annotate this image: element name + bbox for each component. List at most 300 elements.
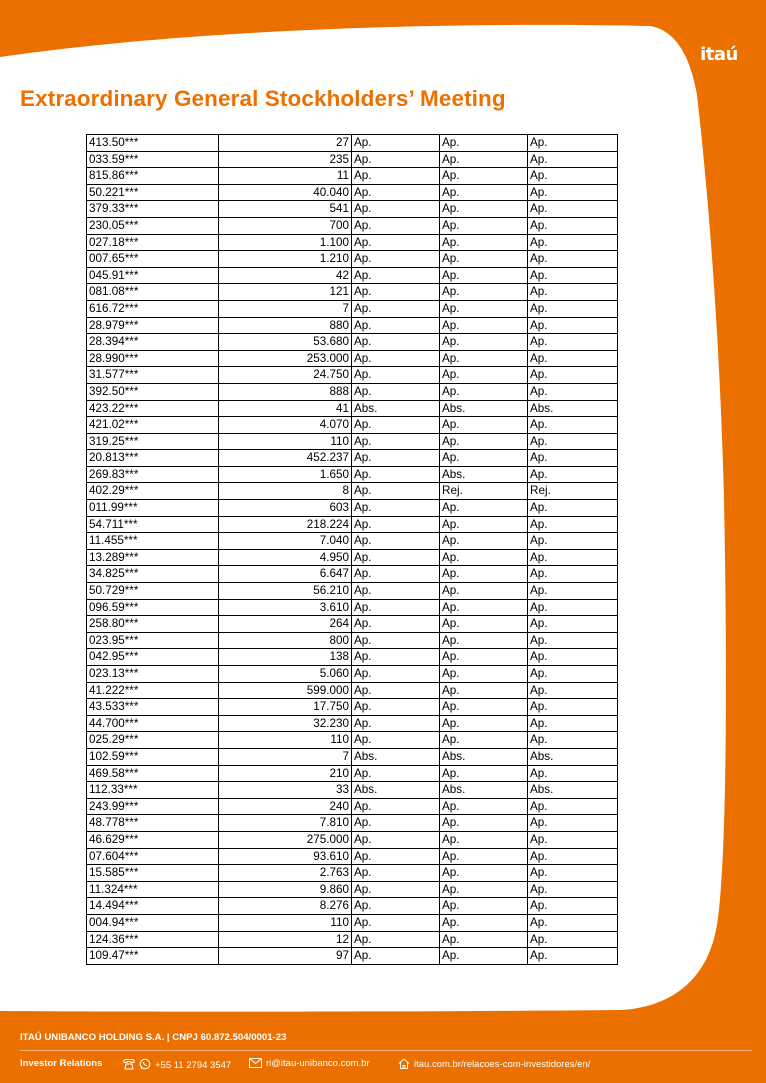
table-row: [87, 516, 618, 533]
vote-3-cell: Ap.: [528, 417, 618, 434]
vote-3-cell: Ap.: [528, 135, 618, 152]
shares-cell: 8: [219, 483, 352, 500]
table-row: [87, 632, 618, 649]
shares-cell: 6.647: [219, 566, 352, 583]
shares-cell: 541: [219, 201, 352, 218]
vote-3-cell: Ap.: [528, 168, 618, 185]
table-row: [87, 201, 618, 218]
table-row: [87, 466, 618, 483]
shares-cell: 700: [219, 217, 352, 234]
vote-2-cell: Ap.: [440, 151, 528, 168]
stockholder-id-cell: 045.91***: [87, 267, 219, 284]
table-row: [87, 848, 618, 865]
vote-3-cell: Ap.: [528, 815, 618, 832]
vote-2-cell: Ap.: [440, 516, 528, 533]
vote-3-cell: Ap.: [528, 732, 618, 749]
footer-phone[interactable]: [123, 1058, 231, 1071]
vote-1-cell: Ap.: [352, 383, 440, 400]
vote-2-cell: Ap.: [440, 433, 528, 450]
vote-1-cell: Ap.: [352, 881, 440, 898]
stockholder-id-cell: 319.25***: [87, 433, 219, 450]
stockholder-id-cell: 112.33***: [87, 782, 219, 799]
vote-3-cell: Ap.: [528, 798, 618, 815]
stockholder-id-cell: 379.33***: [87, 201, 219, 218]
vote-1-cell: Ap.: [352, 682, 440, 699]
shares-cell: 27: [219, 135, 352, 152]
shares-cell: 110: [219, 914, 352, 931]
stockholder-id-cell: 15.585***: [87, 865, 219, 882]
vote-2-cell: Ap.: [440, 715, 528, 732]
table-row: [87, 682, 618, 699]
vote-1-cell: Ap.: [352, 500, 440, 517]
vote-2-cell: Ap.: [440, 317, 528, 334]
stockholder-id-cell: 46.629***: [87, 831, 219, 848]
vote-2-cell: Ap.: [440, 217, 528, 234]
vote-2-cell: Ap.: [440, 599, 528, 616]
shares-cell: 53.680: [219, 334, 352, 351]
shares-cell: 110: [219, 433, 352, 450]
vote-3-cell: Ap.: [528, 466, 618, 483]
table-row: [87, 217, 618, 234]
vote-2-cell: Ap.: [440, 417, 528, 434]
whatsapp-icon: [139, 1058, 151, 1070]
vote-1-cell: Ap.: [352, 865, 440, 882]
vote-1-cell: Ap.: [352, 516, 440, 533]
stockholder-id-cell: 102.59***: [87, 748, 219, 765]
phone-icon: [123, 1059, 135, 1070]
vote-1-cell: Abs.: [352, 748, 440, 765]
table-row: [87, 234, 618, 251]
table-row: [87, 450, 618, 467]
stockholder-id-cell: 469.58***: [87, 765, 219, 782]
vote-3-cell: Ap.: [528, 715, 618, 732]
stockholder-id-cell: 269.83***: [87, 466, 219, 483]
email-icon: [249, 1058, 262, 1068]
table-row: [87, 765, 618, 782]
table-row: [87, 748, 618, 765]
shares-cell: 218.224: [219, 516, 352, 533]
vote-2-cell: Ap.: [440, 533, 528, 550]
stockholder-id-cell: 50.729***: [87, 583, 219, 600]
vote-3-cell: Ap.: [528, 948, 618, 965]
stockholder-id-cell: 616.72***: [87, 300, 219, 317]
footer-section: Investor Relations: [20, 1058, 103, 1069]
stockholder-id-cell: 43.533***: [87, 699, 219, 716]
vote-2-cell: Ap.: [440, 284, 528, 301]
vote-1-cell: Ap.: [352, 168, 440, 185]
table-row: [87, 350, 618, 367]
table-row: [87, 433, 618, 450]
votes-table-body: [87, 135, 618, 965]
table-row: [87, 732, 618, 749]
stockholder-id-cell: 109.47***: [87, 948, 219, 965]
table-row: [87, 865, 618, 882]
stockholder-id-cell: 34.825***: [87, 566, 219, 583]
vote-1-cell: Ap.: [352, 450, 440, 467]
shares-cell: 9.860: [219, 881, 352, 898]
shares-cell: 800: [219, 632, 352, 649]
vote-3-cell: Rej.: [528, 483, 618, 500]
stockholder-id-cell: 124.36***: [87, 931, 219, 948]
vote-2-cell: Ap.: [440, 931, 528, 948]
stockholder-id-cell: 13.289***: [87, 549, 219, 566]
footer-website[interactable]: [398, 1058, 590, 1070]
vote-1-cell: Ap.: [352, 549, 440, 566]
shares-cell: 24.750: [219, 367, 352, 384]
vote-2-cell: Ap.: [440, 135, 528, 152]
vote-3-cell: Ap.: [528, 516, 618, 533]
shares-cell: 599.000: [219, 682, 352, 699]
footer-phone-text: +55 11 2794 3547: [155, 1060, 232, 1071]
stockholder-id-cell: 14.494***: [87, 898, 219, 915]
table-row: [87, 914, 618, 931]
vote-1-cell: Ap.: [352, 914, 440, 931]
vote-1-cell: Ap.: [352, 815, 440, 832]
vote-3-cell: Ap.: [528, 450, 618, 467]
vote-1-cell: Ap.: [352, 566, 440, 583]
vote-3-cell: Ap.: [528, 914, 618, 931]
shares-cell: 240: [219, 798, 352, 815]
shares-cell: 5.060: [219, 666, 352, 683]
vote-3-cell: Ap.: [528, 350, 618, 367]
shares-cell: 8.276: [219, 898, 352, 915]
footer-email[interactable]: [249, 1058, 370, 1069]
table-row: [87, 383, 618, 400]
vote-2-cell: Abs.: [440, 466, 528, 483]
shares-cell: 121: [219, 284, 352, 301]
vote-1-cell: Ap.: [352, 251, 440, 268]
vote-3-cell: Ap.: [528, 666, 618, 683]
vote-3-cell: Ap.: [528, 632, 618, 649]
stockholder-id-cell: 54.711***: [87, 516, 219, 533]
stockholder-id-cell: 025.29***: [87, 732, 219, 749]
vote-2-cell: Ap.: [440, 267, 528, 284]
vote-3-cell: Ap.: [528, 433, 618, 450]
shares-cell: 42: [219, 267, 352, 284]
table-row: [87, 881, 618, 898]
vote-2-cell: Ap.: [440, 881, 528, 898]
table-row: [87, 666, 618, 683]
vote-3-cell: Abs.: [528, 748, 618, 765]
shares-cell: 888: [219, 383, 352, 400]
vote-2-cell: Ap.: [440, 865, 528, 882]
vote-3-cell: Ap.: [528, 898, 618, 915]
vote-3-cell: Ap.: [528, 234, 618, 251]
home-icon: [398, 1058, 410, 1069]
stockholder-id-cell: 258.80***: [87, 616, 219, 633]
vote-2-cell: Abs.: [440, 782, 528, 799]
vote-3-cell: Ap.: [528, 599, 618, 616]
vote-3-cell: Ap.: [528, 831, 618, 848]
shares-cell: 7.810: [219, 815, 352, 832]
table-row: [87, 815, 618, 832]
vote-3-cell: Ap.: [528, 616, 618, 633]
stockholder-id-cell: 243.99***: [87, 798, 219, 815]
shares-cell: 2.763: [219, 865, 352, 882]
shares-cell: 56.210: [219, 583, 352, 600]
vote-3-cell: Ap.: [528, 931, 618, 948]
table-row: [87, 300, 618, 317]
shares-cell: 4.070: [219, 417, 352, 434]
vote-3-cell: Ap.: [528, 267, 618, 284]
stockholder-id-cell: 023.13***: [87, 666, 219, 683]
vote-2-cell: Ap.: [440, 798, 528, 815]
vote-1-cell: Ap.: [352, 151, 440, 168]
vote-1-cell: Ap.: [352, 433, 440, 450]
stockholder-id-cell: 815.86***: [87, 168, 219, 185]
vote-2-cell: Ap.: [440, 450, 528, 467]
stockholder-id-cell: 033.59***: [87, 151, 219, 168]
stockholder-id-cell: 042.95***: [87, 649, 219, 666]
shares-cell: 210: [219, 765, 352, 782]
shares-cell: 7.040: [219, 533, 352, 550]
stockholder-id-cell: 41.222***: [87, 682, 219, 699]
table-row: [87, 251, 618, 268]
footer-email-text: ri@itau-unibanco.com.br: [266, 1058, 370, 1069]
vote-2-cell: Ap.: [440, 616, 528, 633]
table-row: [87, 151, 618, 168]
vote-1-cell: Ap.: [352, 666, 440, 683]
stockholder-id-cell: 004.94***: [87, 914, 219, 931]
shares-cell: 138: [219, 649, 352, 666]
vote-3-cell: Ap.: [528, 699, 618, 716]
stockholder-id-cell: 011.99***: [87, 500, 219, 517]
table-row: [87, 533, 618, 550]
table-row: [87, 334, 618, 351]
vote-1-cell: Ap.: [352, 234, 440, 251]
table-row: [87, 168, 618, 185]
shares-cell: 97: [219, 948, 352, 965]
vote-2-cell: Ap.: [440, 300, 528, 317]
vote-2-cell: Ap.: [440, 234, 528, 251]
shares-cell: 275.000: [219, 831, 352, 848]
vote-1-cell: Ap.: [352, 948, 440, 965]
vote-3-cell: Ap.: [528, 765, 618, 782]
shares-cell: 235: [219, 151, 352, 168]
stockholder-id-cell: 48.778***: [87, 815, 219, 832]
vote-1-cell: Ap.: [352, 201, 440, 218]
vote-1-cell: Ap.: [352, 699, 440, 716]
vote-2-cell: Ap.: [440, 566, 528, 583]
stockholder-id-cell: 023.95***: [87, 632, 219, 649]
vote-1-cell: Ap.: [352, 583, 440, 600]
footer-divider: [20, 1050, 752, 1051]
stockholder-id-cell: 096.59***: [87, 599, 219, 616]
table-row: [87, 267, 618, 284]
shares-cell: 40.040: [219, 184, 352, 201]
vote-2-cell: Ap.: [440, 632, 528, 649]
vote-1-cell: Abs.: [352, 400, 440, 417]
vote-2-cell: Ap.: [440, 831, 528, 848]
table-row: [87, 931, 618, 948]
shares-cell: 7: [219, 300, 352, 317]
table-row: [87, 367, 618, 384]
vote-1-cell: Ap.: [352, 831, 440, 848]
vote-3-cell: Ap.: [528, 881, 618, 898]
shares-cell: 264: [219, 616, 352, 633]
vote-2-cell: Ap.: [440, 500, 528, 517]
shares-cell: 33: [219, 782, 352, 799]
vote-2-cell: Ap.: [440, 948, 528, 965]
stockholder-id-cell: 413.50***: [87, 135, 219, 152]
stockholder-id-cell: 28.394***: [87, 334, 219, 351]
shares-cell: 1.650: [219, 466, 352, 483]
shares-cell: 452.237: [219, 450, 352, 467]
vote-1-cell: Ap.: [352, 367, 440, 384]
stockholder-id-cell: 423.22***: [87, 400, 219, 417]
vote-3-cell: Ap.: [528, 201, 618, 218]
vote-3-cell: Ap.: [528, 566, 618, 583]
table-row: [87, 483, 618, 500]
table-row: [87, 583, 618, 600]
vote-2-cell: Ap.: [440, 367, 528, 384]
stockholder-id-cell: 44.700***: [87, 715, 219, 732]
vote-2-cell: Ap.: [440, 184, 528, 201]
vote-1-cell: Ap.: [352, 350, 440, 367]
vote-3-cell: Abs.: [528, 400, 618, 417]
stockholder-id-cell: 392.50***: [87, 383, 219, 400]
stockholder-id-cell: 11.455***: [87, 533, 219, 550]
table-row: [87, 566, 618, 583]
shares-cell: 17.750: [219, 699, 352, 716]
vote-1-cell: Ap.: [352, 848, 440, 865]
vote-1-cell: Ap.: [352, 931, 440, 948]
table-row: [87, 898, 618, 915]
vote-2-cell: Ap.: [440, 666, 528, 683]
vote-3-cell: Ap.: [528, 284, 618, 301]
stockholder-id-cell: 007.65***: [87, 251, 219, 268]
vote-3-cell: Ap.: [528, 549, 618, 566]
shares-cell: 7: [219, 748, 352, 765]
vote-2-cell: Ap.: [440, 350, 528, 367]
stockholder-id-cell: 11.324***: [87, 881, 219, 898]
vote-3-cell: Ap.: [528, 583, 618, 600]
votes-table: [86, 134, 618, 965]
vote-3-cell: Ap.: [528, 533, 618, 550]
shares-cell: 32.230: [219, 715, 352, 732]
stockholder-id-cell: 20.813***: [87, 450, 219, 467]
vote-1-cell: Ap.: [352, 300, 440, 317]
shares-cell: 41: [219, 400, 352, 417]
shares-cell: 4.950: [219, 549, 352, 566]
vote-2-cell: Ap.: [440, 682, 528, 699]
footer-website-text: itau.com.br/relacoes-com-investidores/en/: [414, 1059, 591, 1070]
stockholder-id-cell: 07.604***: [87, 848, 219, 865]
vote-1-cell: Ap.: [352, 284, 440, 301]
table-row: [87, 135, 618, 152]
shares-cell: 603: [219, 500, 352, 517]
table-row: [87, 599, 618, 616]
vote-1-cell: Ap.: [352, 616, 440, 633]
vote-3-cell: Ap.: [528, 184, 618, 201]
table-row: [87, 782, 618, 799]
stockholder-id-cell: 230.05***: [87, 217, 219, 234]
vote-3-cell: Ap.: [528, 317, 618, 334]
table-row: [87, 715, 618, 732]
vote-3-cell: Ap.: [528, 151, 618, 168]
vote-2-cell: Ap.: [440, 732, 528, 749]
vote-1-cell: Ap.: [352, 217, 440, 234]
table-row: [87, 500, 618, 517]
vote-3-cell: Ap.: [528, 682, 618, 699]
table-row: [87, 649, 618, 666]
vote-3-cell: Abs.: [528, 782, 618, 799]
table-row: [87, 798, 618, 815]
vote-1-cell: Ap.: [352, 599, 440, 616]
vote-2-cell: Ap.: [440, 251, 528, 268]
table-row: [87, 417, 618, 434]
vote-1-cell: Ap.: [352, 765, 440, 782]
stockholder-id-cell: 28.990***: [87, 350, 219, 367]
stockholder-id-cell: 421.02***: [87, 417, 219, 434]
vote-2-cell: Ap.: [440, 583, 528, 600]
vote-2-cell: Ap.: [440, 914, 528, 931]
vote-2-cell: Ap.: [440, 765, 528, 782]
vote-3-cell: Ap.: [528, 334, 618, 351]
vote-2-cell: Rej.: [440, 483, 528, 500]
vote-2-cell: Ap.: [440, 201, 528, 218]
vote-1-cell: Ap.: [352, 898, 440, 915]
vote-3-cell: Ap.: [528, 500, 618, 517]
vote-2-cell: Ap.: [440, 815, 528, 832]
shares-cell: 12: [219, 931, 352, 948]
table-row: [87, 831, 618, 848]
stockholder-id-cell: 50.221***: [87, 184, 219, 201]
vote-3-cell: Ap.: [528, 649, 618, 666]
vote-3-cell: Ap.: [528, 251, 618, 268]
vote-2-cell: Ap.: [440, 649, 528, 666]
vote-3-cell: Ap.: [528, 300, 618, 317]
vote-1-cell: Abs.: [352, 782, 440, 799]
vote-1-cell: Ap.: [352, 732, 440, 749]
table-row: [87, 284, 618, 301]
table-row: [87, 549, 618, 566]
vote-1-cell: Ap.: [352, 715, 440, 732]
shares-cell: 1.100: [219, 234, 352, 251]
vote-2-cell: Ap.: [440, 848, 528, 865]
shares-cell: 110: [219, 732, 352, 749]
page-title: Extraordinary General Stockholders’ Meeting: [20, 86, 506, 111]
vote-2-cell: Ap.: [440, 334, 528, 351]
shares-cell: 93.610: [219, 848, 352, 865]
vote-1-cell: Ap.: [352, 317, 440, 334]
table-row: [87, 184, 618, 201]
stockholder-id-cell: 081.08***: [87, 284, 219, 301]
shares-cell: 1.210: [219, 251, 352, 268]
vote-2-cell: Ap.: [440, 383, 528, 400]
itau-logo: itaú: [694, 30, 744, 80]
vote-2-cell: Abs.: [440, 748, 528, 765]
vote-2-cell: Ap.: [440, 699, 528, 716]
shares-cell: 11: [219, 168, 352, 185]
vote-1-cell: Ap.: [352, 184, 440, 201]
vote-1-cell: Ap.: [352, 334, 440, 351]
vote-3-cell: Ap.: [528, 217, 618, 234]
shares-cell: 880: [219, 317, 352, 334]
vote-1-cell: Ap.: [352, 267, 440, 284]
vote-1-cell: Ap.: [352, 649, 440, 666]
vote-3-cell: Ap.: [528, 865, 618, 882]
shares-cell: 253.000: [219, 350, 352, 367]
table-row: [87, 948, 618, 965]
stockholder-id-cell: 027.18***: [87, 234, 219, 251]
vote-2-cell: Abs.: [440, 400, 528, 417]
vote-1-cell: Ap.: [352, 466, 440, 483]
stockholder-id-cell: 31.577***: [87, 367, 219, 384]
table-row: [87, 400, 618, 417]
table-row: [87, 616, 618, 633]
vote-2-cell: Ap.: [440, 549, 528, 566]
